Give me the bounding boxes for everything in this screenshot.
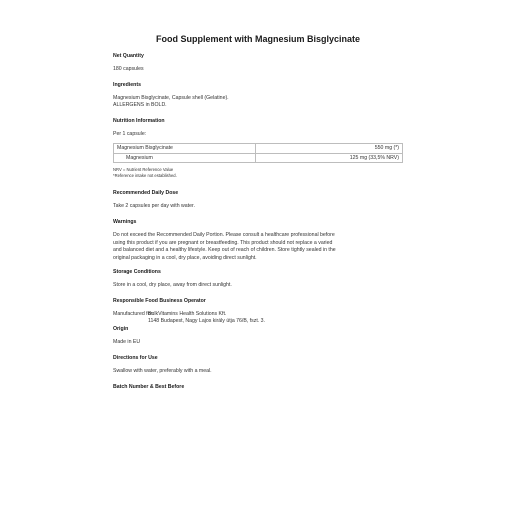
origin-heading: Origin [113,326,129,332]
warnings-line-4: original packaging in a cool, dry place, avoiding direct sunlight. [113,254,257,261]
ingredients-line-1: Magnesium Bisglycinate, Capsule shell (Gelatine). [113,95,229,101]
reference-note: *Reference intake not established. [113,173,177,178]
directions-value: Swallow with water, preferably with a meal. [113,368,212,374]
warnings-line-1: Do not exceed the Recommended Daily Portion. Please consult a healthcare professional before [113,232,335,238]
operator-details [113,311,403,327]
dose-value: Take 2 capsules per day with water. [113,203,195,209]
net-quantity-heading: Net Quantity [113,53,144,59]
batch-heading: Batch Number & Best Before [113,384,185,390]
warnings-heading: Warnings [113,219,137,225]
nrv-note: NRV = Nutrient Reference Value [113,167,174,172]
warnings-line-3: and balanced diet and a healthy lifestyle. Keep out of reach of children. Store tightly sealed in the [113,247,336,253]
table-row [114,153,403,163]
nutrient-value: 125 mg (33,5% NRV) [256,153,403,163]
nutrient-value: 550 mg (*) [256,144,403,154]
ingredients-line-2: ALLERGENS in BOLD. [113,102,167,108]
origin-value: Made in EU [113,339,141,345]
nutrient-name: Magnesium [114,153,256,163]
storage-heading: Storage Conditions [113,269,161,275]
table-row [114,144,403,154]
company-address: 1148 Budapest, Nagy Lajos király útja 76/B, fszt. 3. [148,318,265,325]
nutrition-table [113,143,403,163]
company-name: BulkVitamins Health Solutions Kft. [148,311,227,317]
net-quantity-value: 180 capsules [113,66,144,72]
ingredients-heading: Ingredients [113,82,141,88]
page-title: Food Supplement with Magnesium Bisglycinate [155,34,361,44]
directions-heading: Directions for Use [113,355,158,361]
storage-value: Store in a cool, dry place, away from direct sunlight. [113,282,232,288]
nutrition-heading: Nutrition Information [113,118,165,124]
warnings-line-2: using this product if you are pregnant or breastfeeding. This product should not replace a varied [113,239,333,246]
nutrient-name: Magnesium Bisglycinate [114,144,256,154]
operator-heading: Responsible Food Business Operator [113,298,206,304]
dose-heading: Recommended Daily Dose [113,190,179,196]
nutrition-per-capsule: Per 1 capsule: [113,131,147,137]
manufactured-for-label: Manufactured for: [113,311,154,317]
